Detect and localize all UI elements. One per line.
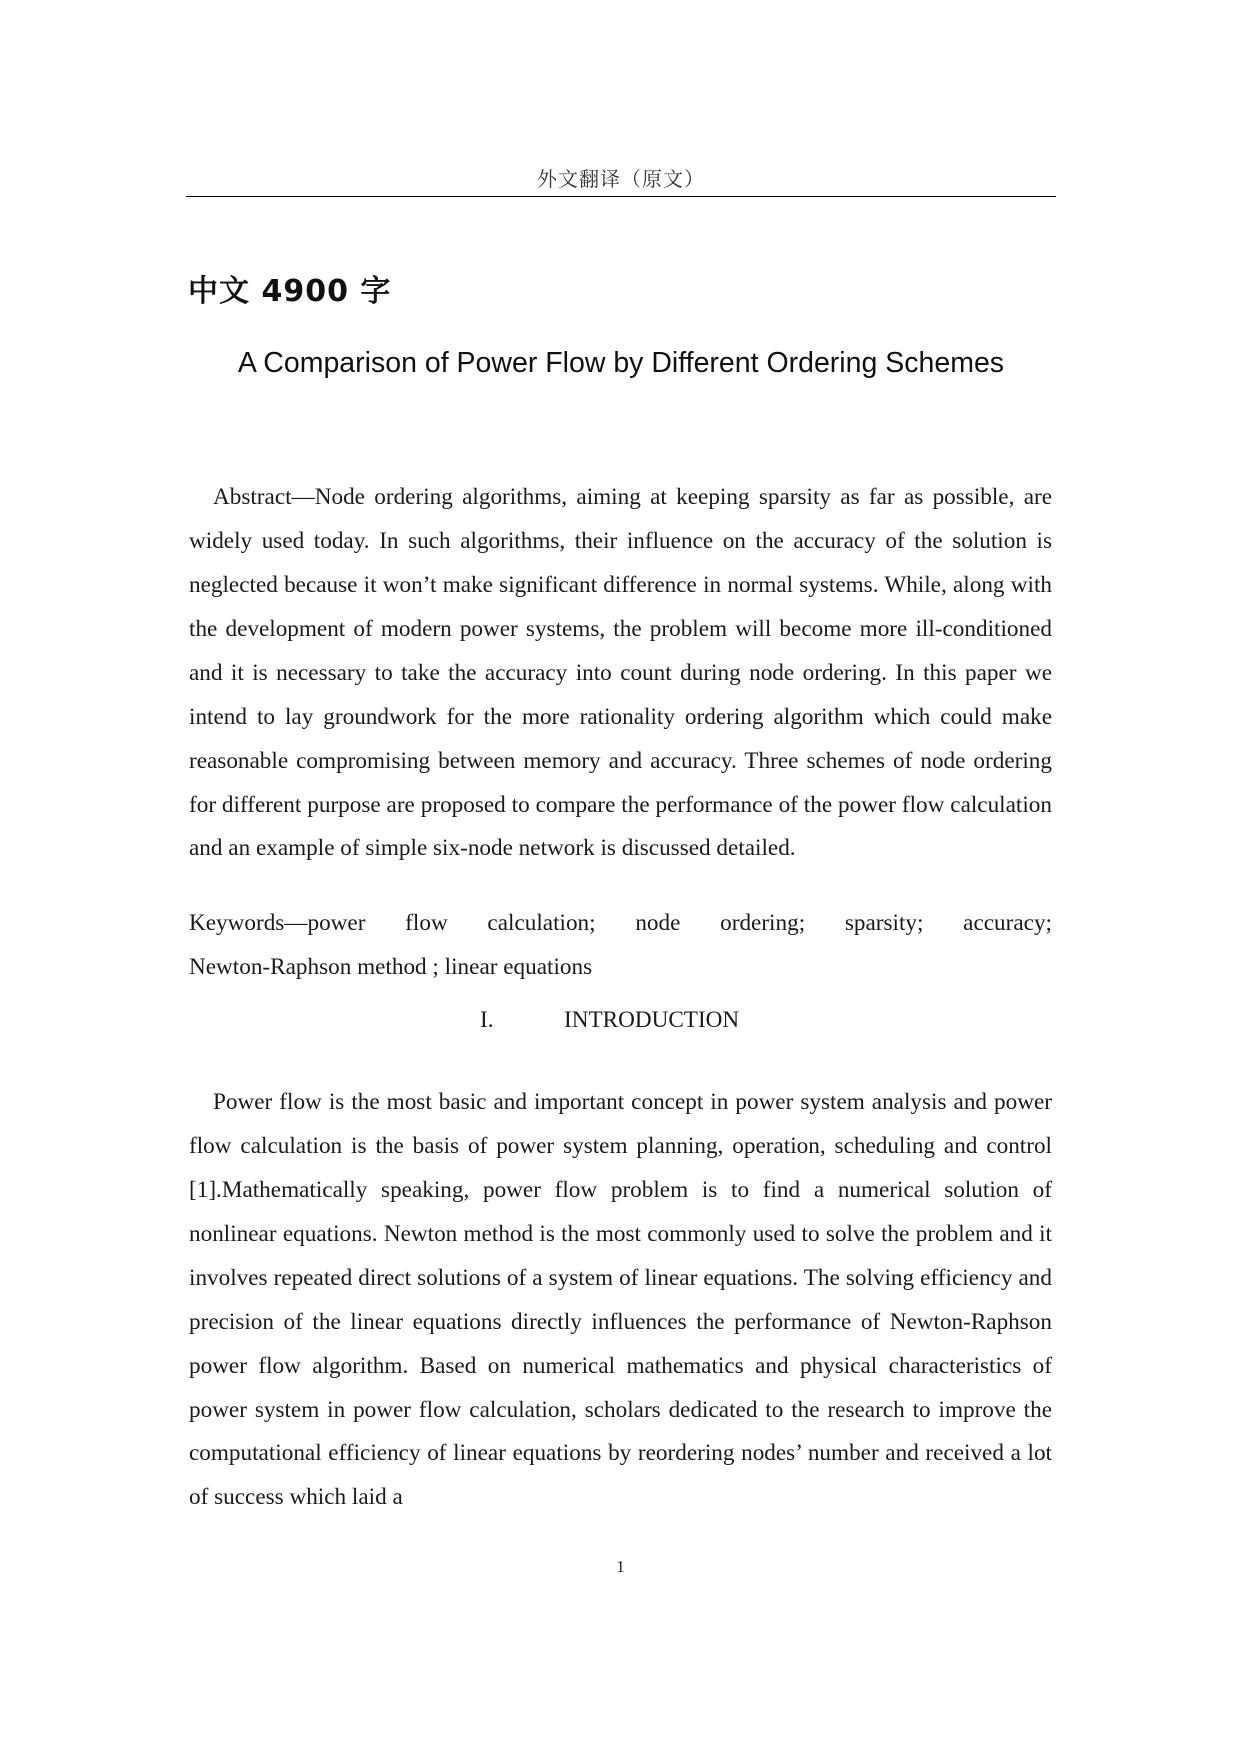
introduction-paragraph: Power flow is the most basic and important concept in power system analysis and power flow calculation is the basis of power system planning, operation, scheduling and control [1].Mathematically speaking, power flow problem is to find a numerical solution of nonlinear equations. Newton method is the most commonly used to solve the problem and it involves repeated direct solutions of a system of linear equations. The solving efficiency and precision of the linear equations directly influences the performance of Newton-Raphson power flow algorithm. Based on numerical mathematics and physical characteristics of power system in power flow calculation, scholars dedicated to the research to improve the computational efficiency of linear equations by reordering nodes’ number and received a lot of success which laid a	[189, 1089, 1052, 1511]
section-number: I.	[480, 1007, 494, 1033]
abstract-paragraph: Abstract—Node ordering algorithms, aiming at keeping sparsity as far as possible, are widely used today. In such algorithms, their influence on the accuracy of the solution is neglected because it won’t make significant difference in normal systems. While, along with the development of modern power systems, the problem will become more ill-conditioned and it is necessary to take the accuracy into count during node ordering. In this paper we intend to lay groundwork for the more rationality ordering algorithm which could make reasonable compromising between memory and accuracy. Three schemes of node ordering for different purpose are proposed to compare the performance of the power flow calculation and an example of simple six-node network is discussed detailed.	[189, 484, 1052, 862]
keywords-paragraph	[189, 902, 1052, 990]
keywords-line-2: Newton-Raphson method ; linear equations	[189, 953, 593, 980]
word-count-label: 中文 4900 字	[188, 274, 392, 309]
section-title: INTRODUCTION	[564, 1007, 740, 1033]
header-rule	[186, 196, 1056, 197]
paper-title: A Comparison of Power Flow by Different Ordering Schemes	[237, 347, 1005, 379]
page-number: 1	[616, 1557, 625, 1576]
keywords-line-1: Keywords—power flow calculation; node ordering; sparsity; accuracy;	[189, 910, 1052, 936]
running-header: 外文翻译（原文）	[537, 167, 705, 191]
section-heading	[480, 1007, 739, 1034]
